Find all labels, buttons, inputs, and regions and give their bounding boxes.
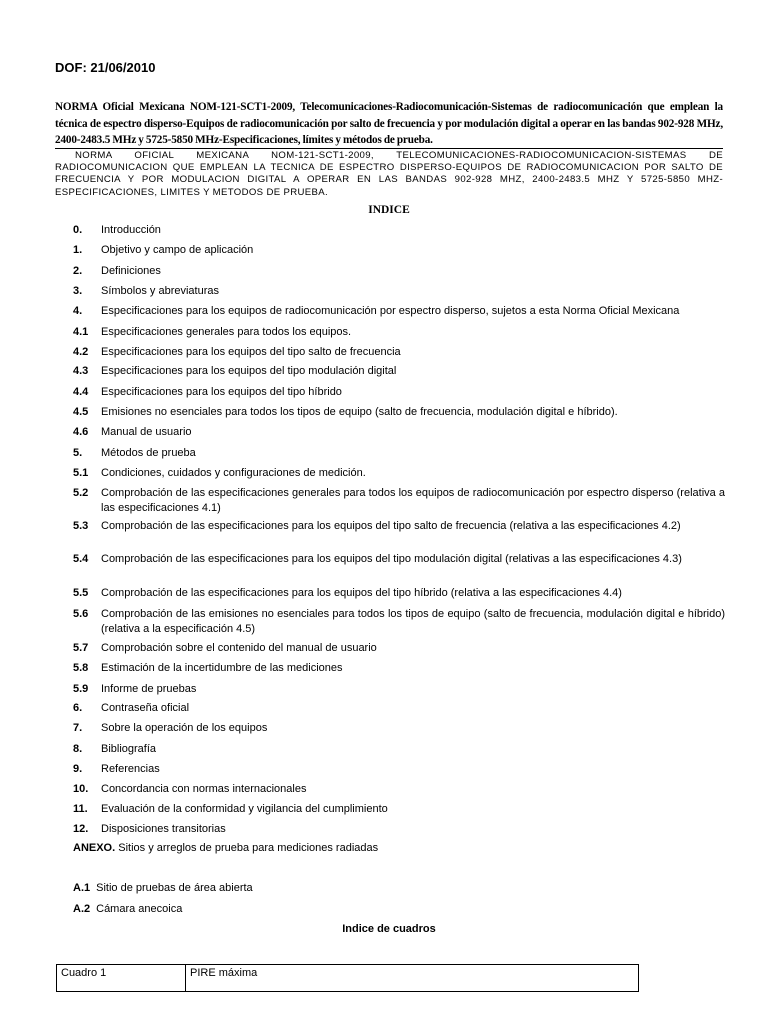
anexo-item [73,881,253,896]
toc-entry [73,661,725,676]
anexo-label: ANEXO. [73,842,116,854]
toc-text: Comprobación sobre el contenido del manual de usuario [101,642,377,654]
toc-number: 4.3 [73,365,89,377]
toc-number: 5.1 [73,467,89,479]
toc-text: Condiciones, cuidados y configuraciones de medición. [101,467,366,479]
toc-number: 5.8 [73,662,89,674]
toc-entry [73,284,725,299]
toc-number: 4. [73,305,83,317]
toc-number: 3. [73,285,83,297]
toc-entry [73,223,725,238]
cuadros-table [56,964,639,992]
dof-date: DOF: 21/06/2010 [55,60,156,75]
toc-entry [73,802,725,817]
toc-entry [73,721,725,736]
toc-number: 5.9 [73,683,89,695]
toc-anexo [73,841,725,856]
toc-number: 1. [73,244,83,256]
toc-entry [73,519,725,534]
toc-entry [73,364,725,379]
toc-text: Especificaciones para los equipos del tipo híbrido [101,386,342,398]
toc-text: Comprobación de las emisiones no esenciales para todos los tipos de equipo (salto de frecuencia, modulación digital e híbrido) (relativa a la especificación 4.5) [101,608,725,635]
toc-text: Especificaciones para los equipos del tipo modulación digital [101,365,397,377]
toc-text: Informe de pruebas [101,683,197,695]
toc-number: 4.6 [73,426,89,438]
toc-entry [73,822,725,837]
toc-entry [73,304,725,319]
toc-entry [73,325,725,340]
toc-number: 6. [73,702,83,714]
cuadro-number: Cuadro 1 [57,965,186,992]
toc-text: Evaluación de la conformidad y vigilancia del cumplimiento [101,803,388,815]
toc-text: Comprobación de las especificaciones generales para todos los equipos de radiocomunicación por espectro disperso (relativa a las especificaciones 4.1) [101,487,725,514]
indice-heading: INDICE [368,204,410,216]
toc-text: Estimación de la incertidumbre de las mediciones [101,662,343,674]
toc-text: Concordancia con normas internacionales [101,783,307,795]
toc-text: Comprobación de las especificaciones para los equipos del tipo salto de frecuencia (relativa a las especificaciones 4.2) [101,520,681,532]
toc-entry [73,345,725,360]
toc-entry [73,405,725,420]
toc-text: Objetivo y campo de aplicación [101,244,254,256]
toc-number: 5.3 [73,520,89,532]
toc-text: Referencias [101,763,160,775]
toc-text: Manual de usuario [101,426,192,438]
toc-entry [73,446,725,461]
toc-text: Especificaciones para los equipos de radiocomunicación por espectro disperso, sujetos a esta Norma Oficial Mexicana [101,305,680,317]
toc-text: Métodos de prueba [101,447,196,459]
toc-text: Comprobación de las especificaciones para los equipos del tipo modulación digital (relativas a las especificaciones 4.3) [101,553,682,565]
toc-number: 7. [73,722,83,734]
toc-number: 4.2 [73,346,89,358]
toc-number: 11. [73,803,88,815]
toc-entry [73,264,725,279]
toc-text: Contraseña oficial [101,702,190,714]
toc-entry [73,486,725,515]
toc-text: Símbolos y abreviaturas [101,285,219,297]
toc-entry [73,243,725,258]
toc-entry [73,385,725,400]
anexo-item-text: Cámara anecoica [96,903,183,915]
toc-entry [73,586,725,601]
toc-number: 9. [73,763,83,775]
toc-number: 4.5 [73,406,89,418]
toc-text: Bibliografía [101,743,157,755]
toc-entry [73,607,725,636]
toc-number: 5.6 [73,608,89,620]
toc-entry [73,782,725,797]
toc-text: Definiciones [101,265,161,277]
toc-text: Disposiciones transitorias [101,823,226,835]
toc-text: Comprobación de las especificaciones para los equipos del tipo híbrido (relativa a las especificaciones 4.4) [101,587,622,599]
cuadro-title: PIRE máxima [186,965,639,992]
toc-number: 5. [73,447,83,459]
toc-number: 2. [73,265,83,277]
title-divider [55,148,723,149]
toc-text: Especificaciones para los equipos del tipo salto de frecuencia [101,346,401,358]
toc-text: Introducción [101,224,161,236]
toc-number: 5.2 [73,487,89,499]
toc-entry [73,425,725,440]
toc-text: Emisiones no esenciales para todos los tipos de equipo (salto de frecuencia, modulación digital e híbrido). [101,406,618,418]
toc-entry [73,762,725,777]
toc-number: 4.1 [73,326,89,338]
toc-number: 5.5 [73,587,89,599]
toc-number: 12. [73,823,89,835]
anexo-text: Sitios y arreglos de prueba para mediciones radiadas [118,842,379,854]
toc-number: 5.7 [73,642,89,654]
toc-number: 4.4 [73,386,89,398]
toc-entry [73,701,725,716]
anexo-item [73,902,182,917]
toc-number: 8. [73,743,83,755]
toc-number: 5.4 [73,553,89,565]
toc-entry [73,466,725,481]
toc-text: Sobre la operación de los equipos [101,722,268,734]
toc-entry [73,742,725,757]
anexo-item-number: A.2 [73,903,91,915]
norma-title-caps: NORMA OFICIAL MEXICANA NOM-121-SCT1-2009, TELECOMUNICACIONES-RADIOCOMUNICACION-SISTEMAS DE RADIOCOMUNICACION QUE EMPLEAN LA TECNICA DE ESPECTRO DISPERSO-EQUIPOS DE RADIOCOMUNICACION POR SALTO DE FRECUENCIA Y POR MODULACION DIGITAL A OPERAR EN LAS BANDAS 902-928 MHZ, 2400-2483.5 MHZ Y 5725-5850 MHZ-ESPECIFICACIONES, LIMITES Y METODOS DE PRUEBA. [55,150,723,198]
toc-entry [73,682,725,697]
anexo-item-text: Sitio de pruebas de área abierta [96,882,253,894]
toc-text: Especificaciones generales para todos los equipos. [101,326,352,338]
table-row [57,965,639,992]
cuadros-heading: Indice de cuadros [342,923,436,935]
toc-entry [73,552,725,567]
norma-title: NORMA Oficial Mexicana NOM-121-SCT1-2009, Telecomunicaciones-Radiocomunicación-Sistemas de radiocomunicación que emplean la técnica de espectro disperso-Equipos de radiocomunicación por salto de frecuencia y por modulación digital a operar en las bandas 902-928 MHz, 2400-2483.5 MHz y 5725-5850 MHz-Especificaciones, límites y métodos de prueba. [55,101,723,146]
anexo-item-number: A.1 [73,882,91,894]
toc-number: 0. [73,224,83,236]
toc-entry [73,641,725,656]
toc-number: 10. [73,783,89,795]
